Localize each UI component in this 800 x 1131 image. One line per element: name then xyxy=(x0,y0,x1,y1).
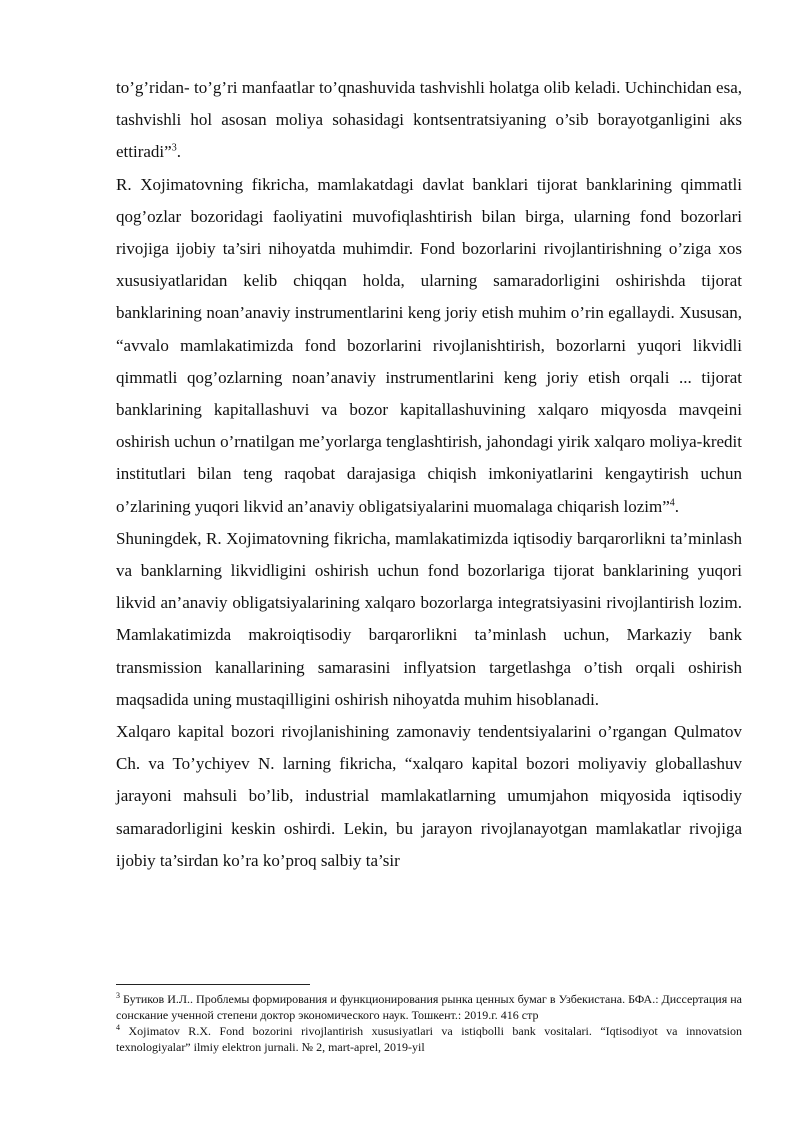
paragraph: Shuningdek, R. Xojimatovning fikricha, mamlakatimizda iqtisodiy barqarorlikni ta’minlash va banklarning likvidligini oshirish uchun fond bozorlariga tijorat banklarining yuqori likvid an’anaviy obligatsiyalarining xalqaro bozorlarga integratsiyasini rivojlantirish lozim. Mamlakatimizda makroiqtisodiy barqarorlikni ta’minlash uchun, Markaziy bank transmission kanallarining samarasini inflyatsion targetlashga o’tish orqali oshirish maqsadida uning mustaqilligini oshirish nihoyatda muhim hisoblanadi. xyxy=(116,528,742,709)
paragraph: R. Xojimatovning fikricha, mamlakatdagi davlat banklari tijorat banklarining qimmatli qog’ozlar bozoridagi faoliyatini muvofiqlashtirish bilan birga, ularning fond bozorlari rivojiga ijobiy ta’siri nihoyatda muhimdir. Fond bozorlarini rivojlantirishning o’ziga xos xususiyatlaridan kelib chiqqan holda, ularning samaradorligini oshirishda tijorat banklarining noan’anaviy instrumentlarini keng joriy etish muhim o’rin egallaydi. Xususan, “avvalo mamlakatimizda fond bozorlarini rivojlanishtirish, bozorlarni yuqori likvidli qimmatli qog’ozlarning noan’anaviy instrumentlarini keng joriy etish orqali ... tijorat banklarining kapitallashuvi va bozor kapitallashuvining xalqaro miqyosda mavqeini oshirish uchun o’rnatilgan me’yorlarga tenglashtirish, jahondagi yirik xalqaro moliya-kredit institutlari bilan teng raqobat darajasiga chiqish imkoniyatlarini kengaytirish uchun o’zlarining yuqori likvid an’anaviy obligatsiyalarini muomalaga chiqarish lozim”$^4$. xyxy=(116,174,742,516)
body-text xyxy=(116,72,742,877)
footnote-mark: 4 xyxy=(116,1023,120,1032)
footnote: $^3$ Бутиков И.Л.. Проблемы формирования и функционирования рынка ценных бумаг в Узбекистана. БФА.: Диссертация на сонскание ученной степени доктор экономического наук. Тошкент.: 2019.г. 416 стр xyxy=(116,991,742,1022)
footnote-reference[interactable]: 4 xyxy=(669,496,675,508)
paragraph: to’g’ridan- to’g’ri manfaatlar to’qnashuvida tashvishli holatga olib keladi. Uchinchidan esa, tashvishli hol asosan moliya sohasidagi kontsentratsiyaning o’sib borayotganligini aks ettiradi”$^3$. xyxy=(116,78,742,162)
footnote-mark: 3 xyxy=(116,991,120,1000)
footnote-separator xyxy=(116,984,310,985)
footnote: $^4$ Xojimatov R.X. Fond bozorini rivojlantirish xususiyatlari va istiqbolli bank vositalari. “Iqtisodiyot va innovatsion texnologiyalar” ilmiy elektron jurnali. № 2, mart-aprel, 2019-yil xyxy=(116,1023,742,1054)
paragraph: Xalqaro kapital bozori rivojlanishining zamonaviy tendentsiyalarini o’rgangan Qulmatov Ch. va To’ychiyev N. larning fikricha, “xalqaro kapital bozori moliyaviy globallashuv jarayoni mahsuli bo’lib, industrial mamlakatlarning umumjahon miqyosida iqtisodiy samaradorligini keskin oshirdi. Lekin, bu jarayon rivojlanayotgan mamlakatlar rivojiga ijobiy ta’sirdan ko’ra ko’proq salbiy ta’sir xyxy=(116,722,742,870)
footnotes xyxy=(116,991,742,1055)
footnote-reference[interactable]: 3 xyxy=(171,142,177,154)
